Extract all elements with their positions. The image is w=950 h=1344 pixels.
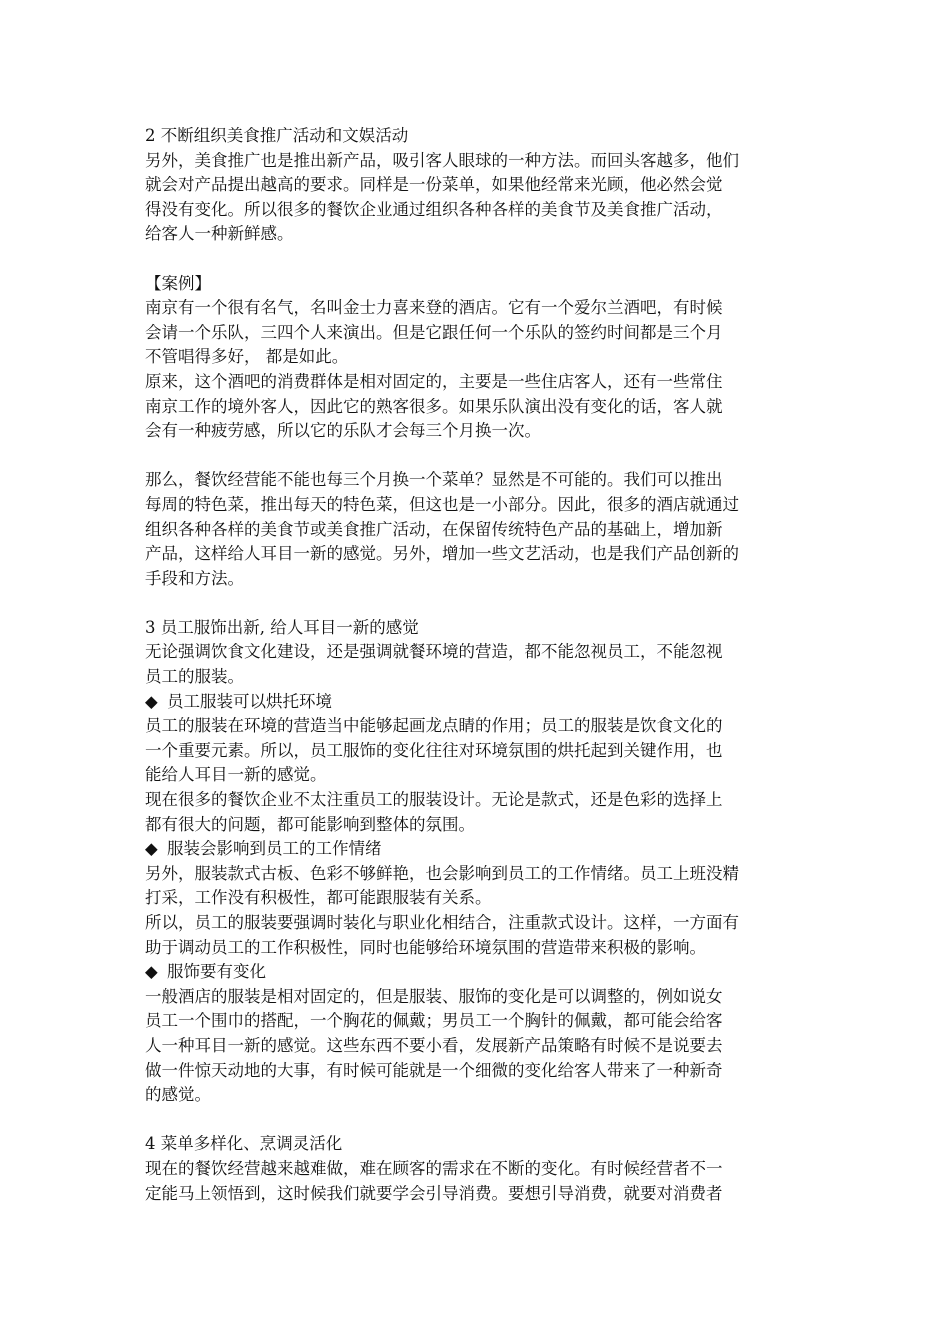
paragraph-line: 定能马上领悟到，这时候我们就要学会引导消费。要想引导消费，就要对消费者 <box>145 1183 723 1203</box>
paragraph-line: 助于调动员工的工作积极性，同时也能够给环境氛围的营造带来积极的影响。 <box>145 937 706 957</box>
bullet-title: 服饰要有变化 <box>167 962 266 982</box>
paragraph-line: 南京工作的境外客人，因此它的熟客很多。如果乐队演出没有变化的话，客人就 <box>145 396 723 416</box>
paragraph-line: 员工一个围巾的搭配，一个胸花的佩戴；男员工一个胸针的佩戴，都可能会给客 <box>145 1011 723 1031</box>
paragraph-line: 打采，工作没有积极性，都可能跟服装有关系。 <box>145 888 492 908</box>
diamond-bullet-icon: ◆ <box>145 691 158 711</box>
paragraph-line: 能给人耳目一新的感觉。 <box>145 765 327 785</box>
paragraph-line: 做一件惊天动地的大事，有时候可能就是一个细微的变化给客人带来了一种新奇 <box>145 1060 723 1080</box>
paragraph-line: 人一种耳目一新的感觉。这些东西不要小看，发展新产品策略有时候不是说要去 <box>145 1035 723 1055</box>
paragraph-line: 南京有一个很有名气，名叫金士力喜来登的酒店。它有一个爱尔兰酒吧，有时候 <box>145 298 723 318</box>
paragraph-line: 一个重要元素。所以，员工服饰的变化往往对环境氛围的烘托起到关键作用，也 <box>145 740 723 760</box>
paragraph-line: 不管唱得多好， 都是如此。 <box>145 347 349 367</box>
spacer <box>145 1108 810 1133</box>
case-label: 【案例】 <box>145 273 211 293</box>
paragraph-line: 会请一个乐队，三四个人来演出。但是它跟任何一个乐队的签约时间都是三个月 <box>145 322 723 342</box>
paragraph-line: 得没有变化。所以很多的餐饮企业通过组织各种各样的美食节及美食推广活动， <box>145 199 723 219</box>
document-page <box>145 124 810 1206</box>
diamond-bullet-icon: ◆ <box>145 962 158 982</box>
paragraph-line: 无论强调饮食文化建设，还是强调就餐环境的营造，都不能忽视员工，不能忽视 <box>145 642 723 662</box>
paragraph-line: 产品，这样给人耳目一新的感觉。另外，增加一些文艺活动，也是我们产品创新的 <box>145 544 739 564</box>
paragraph-line: 另外，美食推广也是推出新产品，吸引客人眼球的一种方法。而回头客越多，他们 <box>145 150 739 170</box>
paragraph-line: 员工的服装。 <box>145 667 244 687</box>
section-4-heading: 4 菜单多样化、烹调灵活化 <box>145 1134 343 1154</box>
section-2-heading: 2 不断组织美食推广活动和文娱活动 <box>145 126 409 145</box>
paragraph-line: 每周的特色菜，推出每天的特色菜，但这也是一小部分。因此，很多的酒店就通过 <box>145 494 739 514</box>
paragraph-line: 都有很大的问题，都可能影响到整体的氛围。 <box>145 814 475 834</box>
paragraph-line: 的感觉。 <box>145 1085 211 1105</box>
paragraph-line: 现在的餐饮经营越来越难做，难在顾客的需求在不断的变化。有时候经营者不一 <box>145 1158 723 1178</box>
paragraph-line: 一般酒店的服装是相对固定的，但是服装、服饰的变化是可以调整的，例如说女 <box>145 986 723 1006</box>
paragraph-line: 手段和方法。 <box>145 568 244 588</box>
bullet-item <box>145 690 810 715</box>
spacer <box>145 591 810 616</box>
paragraph-line: 员工的服装在环境的营造当中能够起画龙点睛的作用；员工的服装是饮食文化的 <box>145 716 723 736</box>
paragraph-line: 给客人一种新鲜感。 <box>145 224 294 244</box>
paragraph-line: 所以，员工的服装要强调时装化与职业化相结合，注重款式设计。这样，一方面有 <box>145 913 739 932</box>
bullet-title: 员工服装可以烘托环境 <box>167 691 332 711</box>
paragraph-line: 会有一种疲劳感，所以它的乐队才会每三个月换一次。 <box>145 421 541 441</box>
bullet-item <box>145 837 810 862</box>
paragraph-line: 原来，这个酒吧的消费群体是相对固定的，主要是一些住店客人，还有一些常住 <box>145 371 723 391</box>
section-3-heading: 3 员工服饰出新, 给人耳目一新的感觉 <box>145 617 419 637</box>
paragraph-line: 现在很多的餐饮企业不太注重员工的服装设计。无论是款式，还是色彩的选择上 <box>145 790 723 810</box>
diamond-bullet-icon: ◆ <box>145 839 158 859</box>
bullet-item <box>145 960 810 985</box>
spacer <box>145 247 810 272</box>
paragraph-line: 那么，餐饮经营能不能也每三个月换一个菜单？显然是不可能的。我们可以推出 <box>145 470 723 490</box>
spacer <box>145 444 810 469</box>
paragraph-line: 另外，服装款式古板、色彩不够鲜艳，也会影响到员工的工作情绪。员工上班没精 <box>145 863 739 883</box>
bullet-title: 服装会影响到员工的工作情绪 <box>167 839 382 859</box>
paragraph-line: 就会对产品提出越高的要求。同样是一份菜单，如果他经常来光顾，他必然会觉 <box>145 175 723 195</box>
paragraph-line: 组织各种各样的美食节或美食推广活动，在保留传统特色产品的基础上，增加新 <box>145 519 723 539</box>
